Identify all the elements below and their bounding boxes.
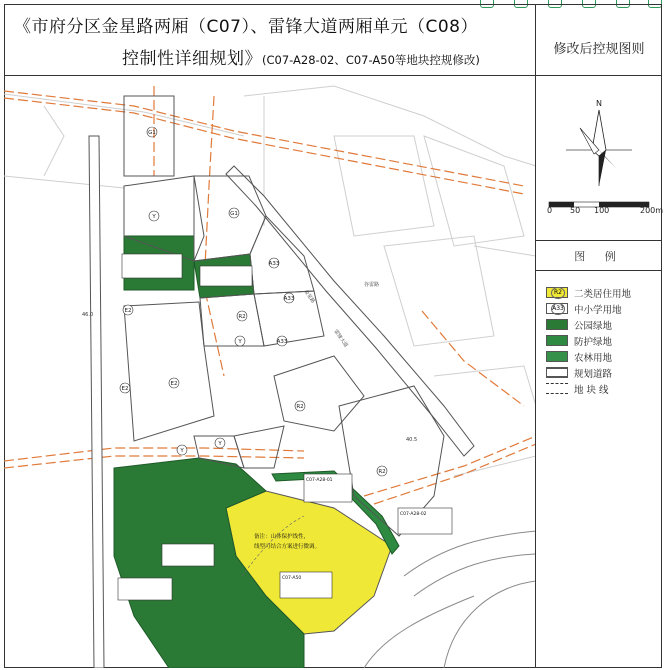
title-block — [4, 4, 536, 76]
legend-swatch — [546, 335, 568, 346]
road-label: 谷雷路 — [364, 282, 380, 288]
annotation-line: 备注：山体保护线性， — [254, 534, 310, 540]
svg-text:G1: G1 — [148, 130, 156, 136]
parcel-label — [215, 438, 225, 448]
legend-divider — [536, 270, 662, 271]
annotation-line: 线型可结合方案进行微调。 — [254, 544, 321, 550]
legend-item-school: A33 中小学用地 — [546, 302, 662, 316]
svg-text:E2: E2 — [170, 381, 178, 387]
legend-item-buffer: 防护绿地 — [546, 334, 662, 348]
scale-tick: 200m — [640, 206, 664, 215]
plan-map[interactable] — [4, 76, 536, 668]
legend-title: 图 例 — [574, 250, 624, 263]
side-title: 修改后控规图则 — [553, 42, 645, 57]
north-label: N — [596, 99, 602, 108]
legend-item-parcel-line: 地 块 线 — [546, 382, 662, 396]
width-label: 46.0 — [82, 312, 94, 318]
parcel-label — [229, 208, 239, 218]
parcel-label — [147, 127, 157, 137]
parcel-label — [149, 211, 159, 221]
compass-scale-area — [536, 76, 662, 241]
subtitle-sub: (C07-A28-02、C07-A50等地块控规修改) — [262, 53, 480, 67]
parcel-label — [120, 383, 130, 393]
svg-text:R2: R2 — [378, 469, 386, 475]
svg-text:A33: A33 — [276, 339, 288, 345]
road-label: 雷锋大道 — [332, 328, 349, 349]
parcel-label — [277, 336, 288, 346]
parcel-label — [284, 293, 295, 303]
svg-text:Y: Y — [218, 441, 222, 447]
svg-text:E2: E2 — [124, 308, 132, 314]
parcel-label — [269, 258, 280, 268]
svg-text:Y: Y — [152, 214, 156, 220]
parcel-label — [169, 378, 179, 388]
legend-item-park: 公园绿地 — [546, 318, 662, 332]
road-label: 金星路 — [302, 288, 316, 305]
legend-item-residential: R2 二类居住用地 — [546, 286, 662, 300]
legend-swatch: R2 — [546, 287, 568, 298]
legend-swatch — [546, 383, 568, 394]
svg-text:A33: A33 — [283, 296, 295, 302]
legend-item-road: 规划道路 — [546, 366, 662, 380]
legend — [536, 240, 662, 668]
background-linework — [4, 86, 536, 476]
scale-tick: 50 — [570, 206, 581, 215]
svg-text:Y: Y — [180, 448, 184, 454]
parcel-label — [235, 336, 245, 346]
legend-swatch — [546, 319, 568, 330]
legend-swatch: A33 — [546, 303, 568, 314]
parcel-label — [177, 445, 187, 455]
parcel-label — [123, 305, 133, 315]
svg-text:R2: R2 — [238, 314, 246, 320]
table-header: C07-A50 — [282, 576, 302, 581]
page-subtitle — [122, 44, 480, 69]
subtitle-main: 控制性详细规划》 — [122, 49, 262, 69]
side-panel — [536, 76, 662, 668]
scale-tick: 0 — [547, 206, 553, 215]
svg-text:A33: A33 — [268, 261, 280, 267]
svg-text:G1: G1 — [230, 211, 238, 217]
side-header — [536, 4, 662, 76]
legend-swatch — [546, 351, 568, 362]
north-arrow — [536, 76, 662, 240]
svg-text:E2: E2 — [121, 386, 129, 392]
svg-text:R2: R2 — [296, 404, 304, 410]
scale-tick: 100 — [594, 206, 610, 215]
legend-swatch — [546, 367, 568, 378]
width-label: 40.5 — [406, 437, 418, 443]
legend-item-farmland: 农林用地 — [546, 350, 662, 364]
parcel-label — [377, 466, 387, 476]
parcel-label — [237, 311, 247, 321]
map-svg — [4, 76, 536, 668]
page-title: 《市府分区金星路两厢（C07）、雷锋大道两厢单元（C08） — [14, 17, 479, 37]
parcel-label — [295, 401, 305, 411]
svg-text:Y: Y — [238, 339, 242, 345]
table-header: C07-A28-01 — [306, 478, 333, 483]
table-header: C07-A28-02 — [400, 512, 427, 517]
